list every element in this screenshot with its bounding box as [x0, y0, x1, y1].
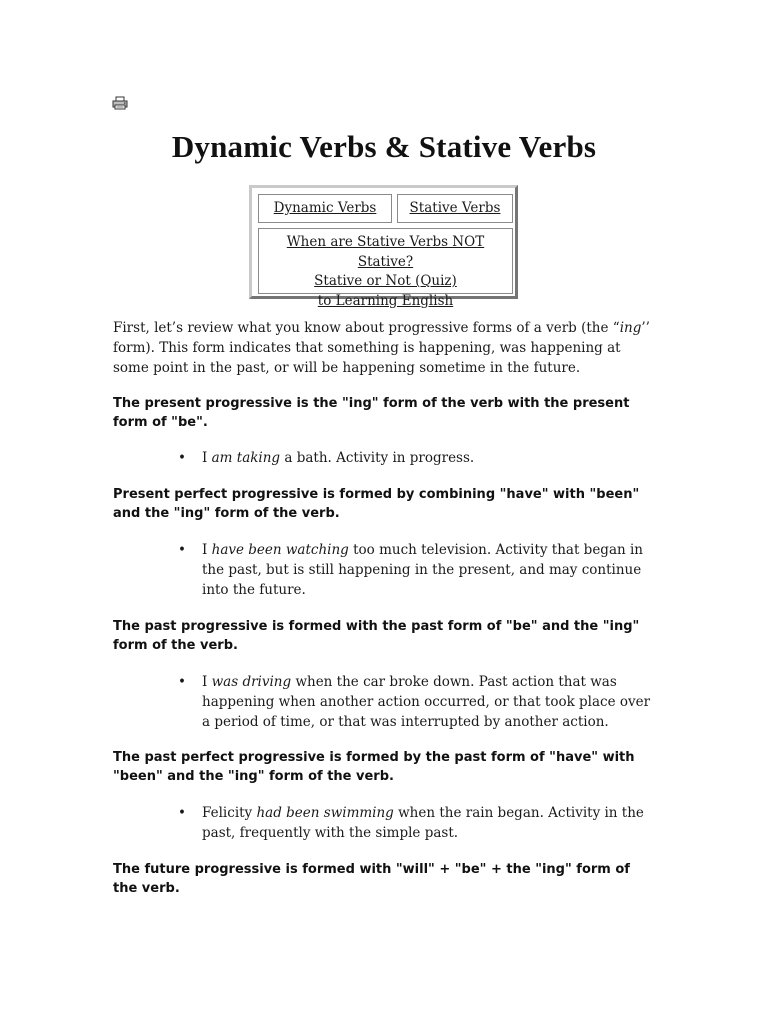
stative-verbs-link[interactable]: Stative Verbs — [409, 200, 501, 216]
rule-past-progressive: The past progressive is formed with the past form of "be" and the "ing" form of the verb. — [113, 619, 640, 653]
nav-cell-more-links — [258, 228, 513, 309]
intro-text-after: ’’ form). This form indicates that something is happening, was happening at some point in the past, or will be happening sometime in the future. — [113, 320, 650, 376]
example-present-progressive — [178, 448, 658, 468]
example-verb: am taking — [211, 450, 281, 466]
example-text-post: when the car broke down. Past action that was happening when another action occurred, or that took place over a period of time, or that was interrupted by another action. — [202, 674, 651, 730]
bullet-icon: • — [178, 450, 186, 466]
rule-past-perfect-progressive: The past perfect progressive is formed by the past form of "have" with "been" and the "ing" form of the verb. — [113, 750, 635, 784]
navigation-table — [249, 185, 518, 309]
learning-english-link[interactable]: to Learning English — [317, 292, 454, 309]
example-text-pre: Felicity — [202, 805, 257, 821]
example-text-pre: I — [202, 542, 212, 558]
rule-present-progressive: The present progressive is the "ing" form of the verb with the present form of "be". — [113, 396, 630, 430]
bullet-icon: • — [178, 542, 186, 558]
example-past-perfect-progressive — [178, 803, 658, 843]
example-text-pre: I — [202, 674, 212, 690]
example-text-post: a bath. Activity in progress. — [280, 450, 475, 466]
intro-paragraph — [113, 318, 658, 378]
page-title: Dynamic Verbs & Stative Verbs — [171, 129, 597, 164]
rule-present-perfect-progressive: Present perfect progressive is formed by combining "have" with "been" and the "ing" form of the verb. — [113, 487, 640, 521]
example-text-post: too much television. Activity that began in the past, but is still happening in the present, and may continue into the future. — [202, 542, 643, 598]
rule-future-progressive: The future progressive is formed with "will" + "be" + the "ing" form of the verb. — [113, 862, 630, 896]
example-verb: was driving — [211, 674, 292, 690]
nav-cell-stative — [397, 194, 513, 223]
bullet-icon: • — [178, 674, 186, 690]
example-text-pre: I — [202, 450, 212, 466]
intro-ing-term: ing — [619, 320, 642, 336]
dynamic-verbs-link[interactable]: Dynamic Verbs — [273, 200, 377, 216]
intro-text-before: First, let’s review what you know about progressive forms of a verb (the “ — [113, 320, 620, 336]
example-past-progressive — [178, 672, 658, 732]
not-stative-link[interactable]: When are Stative Verbs NOT Stative? — [286, 234, 485, 270]
printer-icon[interactable] — [112, 96, 128, 110]
bullet-icon: • — [178, 805, 186, 821]
example-present-perfect-progressive — [178, 540, 658, 600]
main-content — [113, 318, 658, 898]
example-text-post: when the rain began. Activity in the past, frequently with the simple past. — [202, 805, 644, 841]
example-verb: have been watching — [211, 542, 349, 558]
nav-cell-dynamic — [258, 194, 392, 223]
example-verb: had been swimming — [256, 805, 394, 821]
quiz-link[interactable]: Stative or Not (Quiz) — [314, 273, 457, 289]
